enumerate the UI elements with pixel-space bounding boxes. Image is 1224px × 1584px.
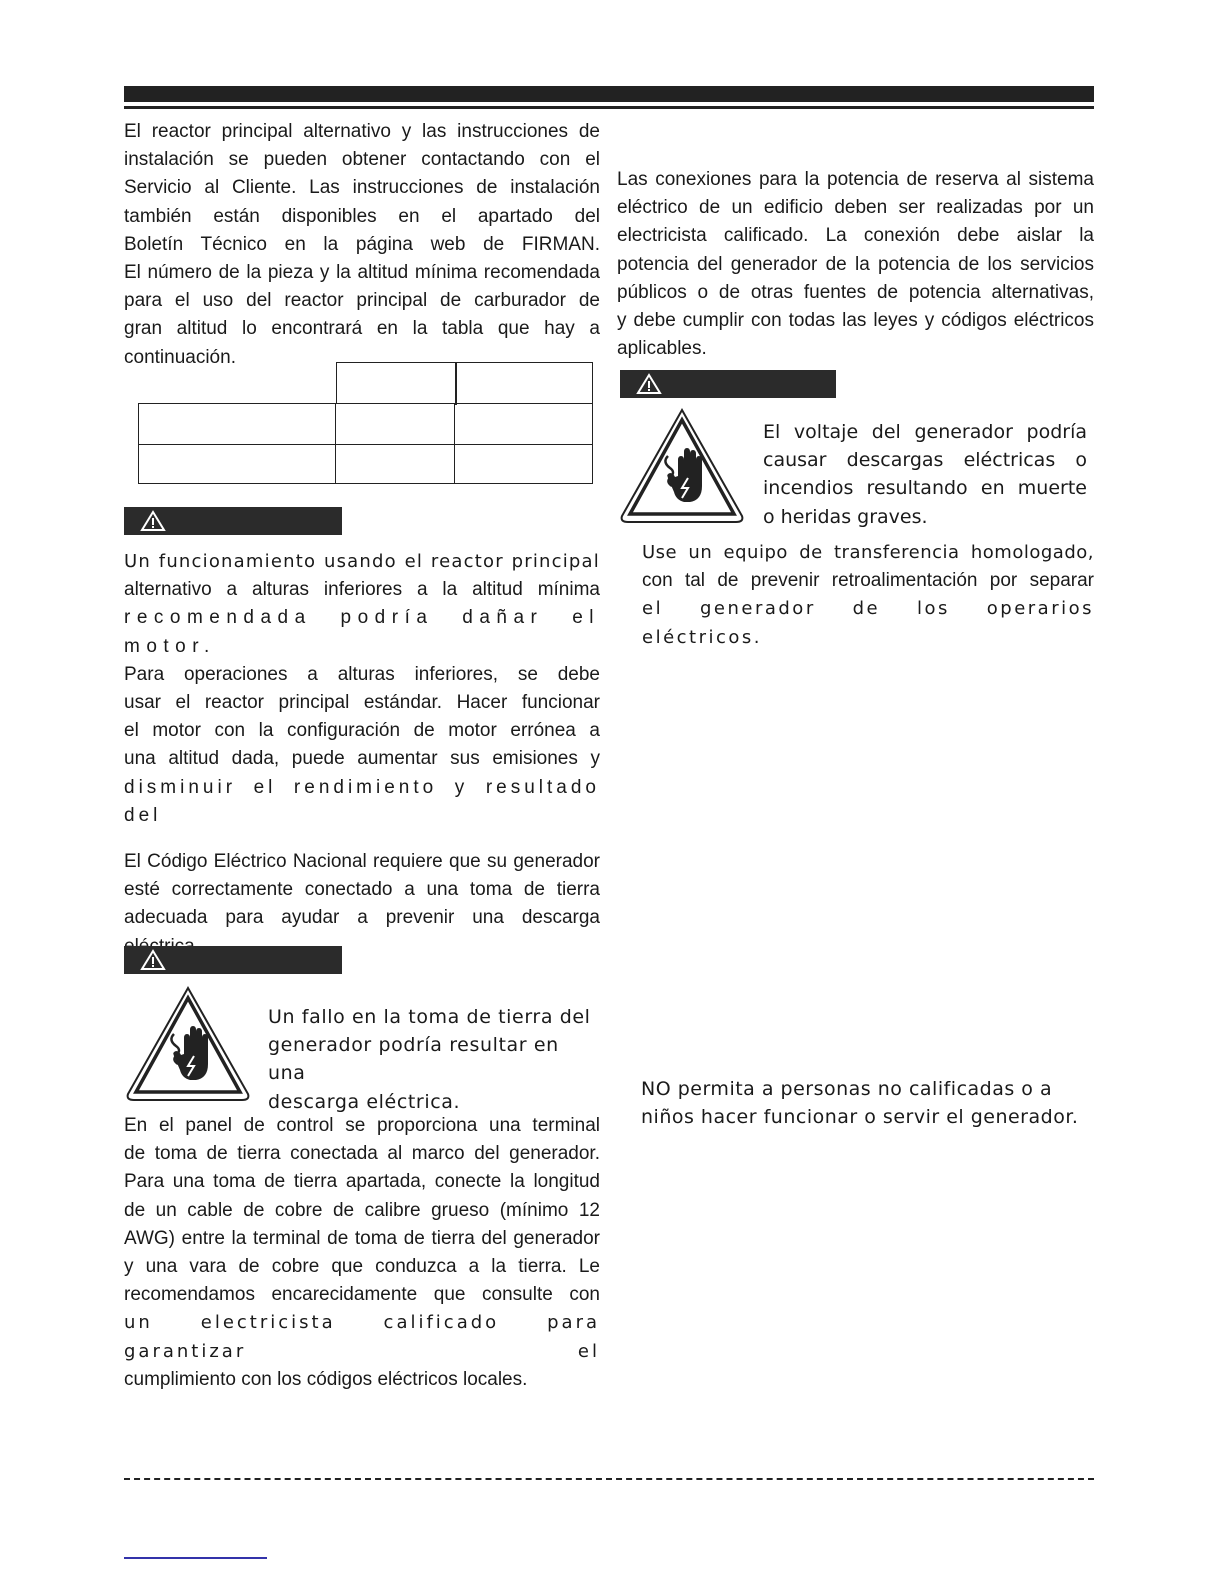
grounding-line: adecuada para ayudar a prevenir una descarga xyxy=(124,907,600,929)
intro-line: El número de la pieza y la altitud mínima recomendada xyxy=(124,262,600,284)
standby-line: potencia del generador de la potencia de los servicios xyxy=(617,253,1094,275)
warning-triangle-icon xyxy=(636,373,662,395)
standby-line: públicos o de otras fuentes de potencia alternativas, xyxy=(617,281,1094,303)
caution-line: Un funcionamiento usando el reactor principal xyxy=(124,551,600,572)
voltage-warning-line: causar descargas eléctricas o xyxy=(763,449,1087,472)
caution-line: Para operaciones a alturas inferiores, se debe xyxy=(124,663,600,685)
header-bar xyxy=(124,86,1094,102)
standby-line: Las conexiones para la potencia de reserva al sistema xyxy=(617,169,1094,190)
panel-line: de toma de tierra conectada al marco del generador. xyxy=(124,1143,600,1165)
intro-line: Boletín Técnico en la página web de FIRMAN. xyxy=(124,233,600,255)
panel-line: Para una toma de tierra apartada, conecte la longitud xyxy=(124,1171,600,1193)
standby-line: electricista calificado. La conexión debe aislar la xyxy=(617,225,1094,247)
table-cell xyxy=(336,445,455,484)
transfer-line: con tal de prevenir retroalimentación por separar xyxy=(642,570,1094,592)
panel-paragraph xyxy=(124,1112,600,1394)
panel-line: cumplimiento con los códigos eléctricos locales. xyxy=(124,1368,528,1390)
electric-shock-icon xyxy=(124,984,252,1102)
warning-triangle-icon xyxy=(140,949,166,971)
warning-bar xyxy=(124,946,342,974)
children-line: niños hacer funcionar o servir el generador. xyxy=(641,1106,1079,1129)
intro-line: El reactor principal alternativo y las instrucciones de xyxy=(124,121,600,142)
voltage-warning-text xyxy=(763,418,1087,531)
footer-link-underline xyxy=(124,1557,267,1559)
intro-paragraph xyxy=(124,118,600,372)
transfer-line: el generador de los operarios eléctricos. xyxy=(642,598,1094,648)
table-cell xyxy=(455,445,593,484)
intro-line: continuación. xyxy=(124,346,236,368)
children-line: NO permita a personas no calificadas o a xyxy=(641,1078,1053,1100)
caution-line: alternativo a alturas inferiores a la altitud mínima xyxy=(124,579,600,601)
panel-line: de un cable de cobre de calibre grueso (mínimo 12 xyxy=(124,1199,600,1221)
altitude-table-header xyxy=(336,362,593,404)
table-cell xyxy=(336,404,455,445)
grounding-paragraph xyxy=(124,848,600,961)
caution-line: recomendada podría dañar el motor. xyxy=(124,607,600,657)
standby-paragraph xyxy=(617,166,1094,363)
panel-line: y una vara de cobre que conduzca a la tierra. Le xyxy=(124,1256,600,1278)
children-warning-text xyxy=(641,1075,1091,1131)
voltage-warning-line: El voltaje del generador podría xyxy=(763,421,1087,443)
voltage-warning-line: incendios resultando en muerte xyxy=(763,477,1087,500)
standby-line: aplicables. xyxy=(617,338,707,360)
panel-line: un electricista calificado para garantizar el xyxy=(124,1312,600,1362)
caution-line: el motor con la configuración de motor errónea a xyxy=(124,720,600,742)
shock-warning-line: descarga eléctrica. xyxy=(268,1090,461,1113)
standby-line: y debe cumplir con todas las leyes y códigos eléctricos xyxy=(617,310,1094,332)
table-cell xyxy=(139,404,336,445)
intro-line: también están disponibles en el apartado del xyxy=(124,205,600,227)
standby-line: eléctrico de un edificio deben ser realizadas por un xyxy=(617,197,1094,219)
footer-dashed-rule xyxy=(124,1478,1094,1480)
transfer-line: Use un equipo de transferencia homologado, xyxy=(642,542,1094,563)
caution-paragraph xyxy=(124,548,600,830)
table-cell xyxy=(139,445,336,484)
shock-warning-line: generador podría resultar en una xyxy=(268,1034,559,1085)
grounding-line: esté correctamente conectado a una toma de tierra xyxy=(124,879,600,901)
panel-line: En el panel de control se proporciona una terminal xyxy=(124,1115,600,1136)
intro-line: gran altitud lo encontrará en la tabla que hay a xyxy=(124,318,600,340)
warning-triangle-icon xyxy=(140,510,166,532)
panel-line: recomendamos encarecidamente que consulte con xyxy=(124,1284,600,1306)
electric-shock-icon xyxy=(618,406,746,524)
caution-bar xyxy=(124,507,342,535)
warning-bar xyxy=(620,370,836,398)
voltage-warning-line: o heridas graves. xyxy=(763,505,928,528)
caution-line: una altitud dada, puede aumentar sus emisiones y xyxy=(124,748,600,770)
table-cell xyxy=(455,404,593,445)
shock-warning-text xyxy=(268,1003,602,1116)
intro-line: para el uso del reactor principal de carburador de xyxy=(124,290,600,312)
altitude-table xyxy=(138,403,593,484)
header-rule xyxy=(124,106,1094,109)
panel-line: AWG) entre la terminal de toma de tierra del generador xyxy=(124,1227,600,1249)
intro-line: Servicio al Cliente. Las instrucciones de instalación xyxy=(124,177,600,199)
intro-line: instalación se pueden obtener contactando con el xyxy=(124,149,600,171)
caution-line: usar el reactor principal estándar. Hacer funcionar xyxy=(124,692,600,714)
grounding-line: El Código Eléctrico Nacional requiere que su generador xyxy=(124,851,600,872)
transfer-paragraph xyxy=(642,539,1094,652)
shock-warning-line: Un fallo en la toma de tierra del xyxy=(268,1006,591,1028)
caution-line: disminuir el rendimiento y resultado del xyxy=(124,776,600,826)
